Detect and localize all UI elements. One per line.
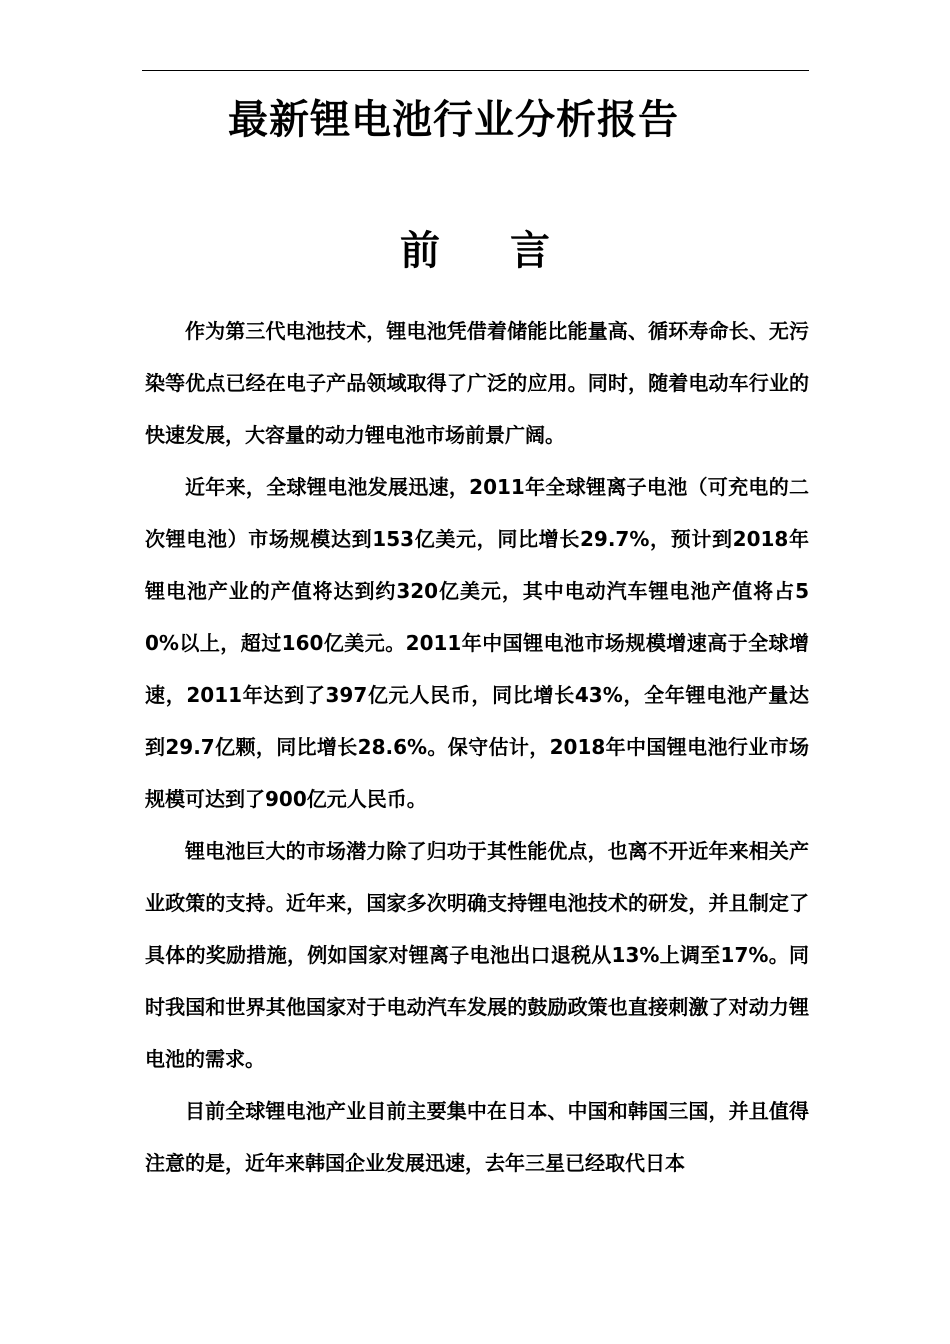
paragraph-1: 作为第三代电池技术，锂电池凭借着储能比能量高、循环寿命长、无污染等优点已经在电子产品领域取得了广泛的应用。同时，随着电动车行业的快速发展，大容量的动力锂电池市场前景广阔。: [145, 319, 809, 447]
paragraph-2: 近年来，全球锂电池发展迅速，2011年全球锂离子电池（可充电的二次锂电池）市场规模达到153亿美元，同比增长29.7%，预计到2018年锂电池产业的产值将达到约320亿美元，其中电动汽车锂电池产值将占50%以上，超过160亿美元。2011年中国锂电池市场规模增速高于全球增速，2011年达到了397亿元人民币，同比增长43%，全年锂电池产量达到29.7亿颗，同比增长28.6%。保守估计，2018年中国锂电池行业市场规模可达到了900亿元人民币。: [145, 475, 809, 811]
paragraph-4: 目前全球锂电池产业目前主要集中在日本、中国和韩国三国，并且值得注意的是，近年来韩国企业发展迅速，去年三星已经取代日本: [145, 1099, 809, 1175]
section-heading-preface: [0, 226, 950, 276]
document-title: 最新锂电池行业分析报告: [228, 97, 679, 143]
header-rule: [142, 70, 809, 71]
paragraph-3: 锂电池巨大的市场潜力除了归功于其性能优点，也离不开近年来相关产业政策的支持。近年来，国家多次明确支持锂电池技术的研发，并且制定了具体的奖励措施，例如国家对锂离子电池出口退税从13%上调至17%。同时我国和世界其他国家对于电动汽车发展的鼓励政策也直接刺激了对动力锂电池的需求。: [145, 839, 809, 1071]
section-heading-char-2: 言: [510, 228, 550, 274]
document-body: [145, 305, 809, 1189]
section-heading-char-1: 前: [400, 228, 440, 274]
